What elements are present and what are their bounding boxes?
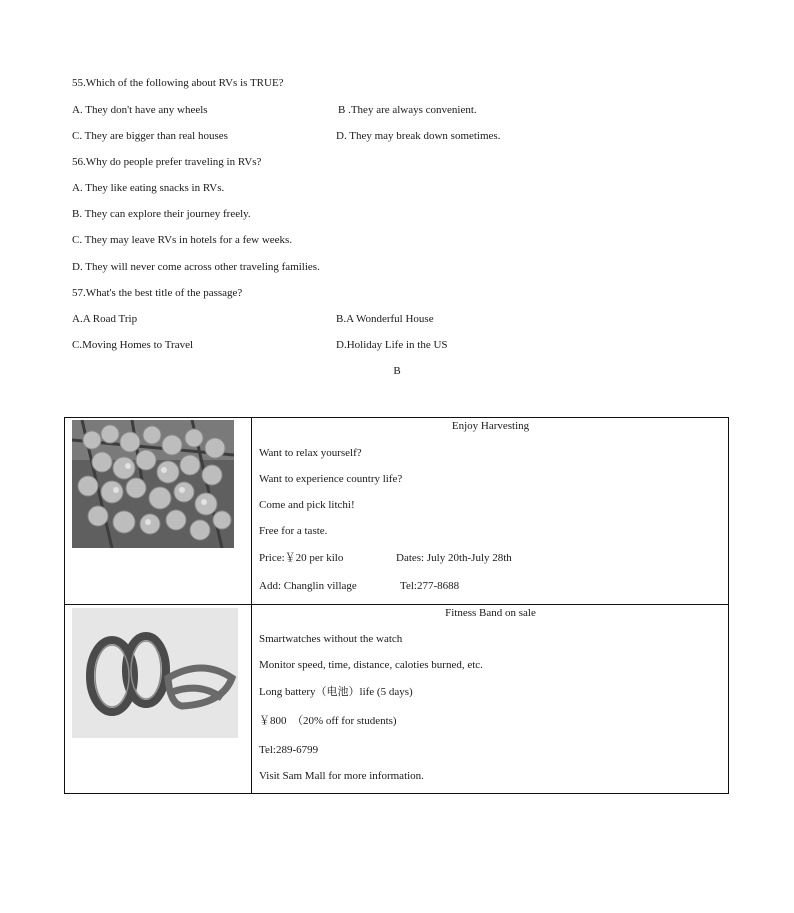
question-57-stem: 57.What's the best title of the passage? xyxy=(72,287,243,299)
ad-dates: Dates: July 20th-July 28th xyxy=(396,552,512,564)
ad-price: ￥800 （20% off for students) xyxy=(259,715,397,727)
ad-line: Visit Sam Mall for more information. xyxy=(259,770,424,782)
question-55-stem: 55.Which of the following about RVs is TRUE? xyxy=(72,77,284,89)
section-label: B xyxy=(393,365,401,377)
ad-title: Enjoy Harvesting xyxy=(451,420,530,432)
ad-tel: Tel:277-8688 xyxy=(400,580,460,592)
ad-table xyxy=(64,417,729,794)
ad-address: Add: Changlin village xyxy=(259,580,357,592)
ad-line: Monitor speed, time, distance, caloties burned, etc. xyxy=(259,659,483,671)
ad-line: Long battery（电池）life (5 days) xyxy=(259,686,413,698)
question-55-option-c: C. They are bigger than real houses xyxy=(72,130,228,142)
ad-line: Want to experience country life? xyxy=(259,473,403,485)
ad-tel: Tel:289-6799 xyxy=(259,744,319,756)
question-57-option-c: C.Moving Homes to Travel xyxy=(72,339,194,351)
ad-line: Free for a taste. xyxy=(259,525,328,537)
question-56-option-c: C. They may leave RVs in hotels for a few weeks. xyxy=(72,234,293,246)
ad-line: Come and pick litchi! xyxy=(259,499,355,511)
question-57-option-b: B.A Wonderful House xyxy=(336,313,434,325)
ad-text-cell xyxy=(253,605,728,793)
ad-price: Price:￥20 per kilo xyxy=(259,552,344,564)
question-57-option-a: A.A Road Trip xyxy=(72,313,138,325)
ad-text-cell xyxy=(253,418,728,604)
question-55-option-a: A. They don't have any wheels xyxy=(72,104,208,116)
ad-line: Smartwatches without the watch xyxy=(259,633,403,645)
question-55-option-d: D. They may break down sometimes. xyxy=(336,130,501,142)
ad-row-fitness-band xyxy=(65,605,728,793)
question-55-option-b: B .They are always convenient. xyxy=(338,104,477,116)
fitness-band-photo xyxy=(72,608,238,738)
ad-image-cell xyxy=(65,418,252,604)
question-56-stem: 56.Why do people prefer traveling in RVs? xyxy=(72,156,262,168)
question-56-option-b: B. They can explore their journey freely. xyxy=(72,208,251,220)
ad-title: Fitness Band on sale xyxy=(445,607,536,619)
ad-row-harvesting xyxy=(65,418,728,605)
question-56-option-a: A. They like eating snacks in RVs. xyxy=(72,182,225,194)
litchi-photo xyxy=(72,420,234,548)
ad-image-cell xyxy=(65,605,252,793)
question-56-option-d: D. They will never come across other traveling families. xyxy=(72,261,320,273)
question-57-option-d: D.Holiday Life in the US xyxy=(336,339,448,351)
ad-line: Want to relax yourself? xyxy=(259,447,362,459)
